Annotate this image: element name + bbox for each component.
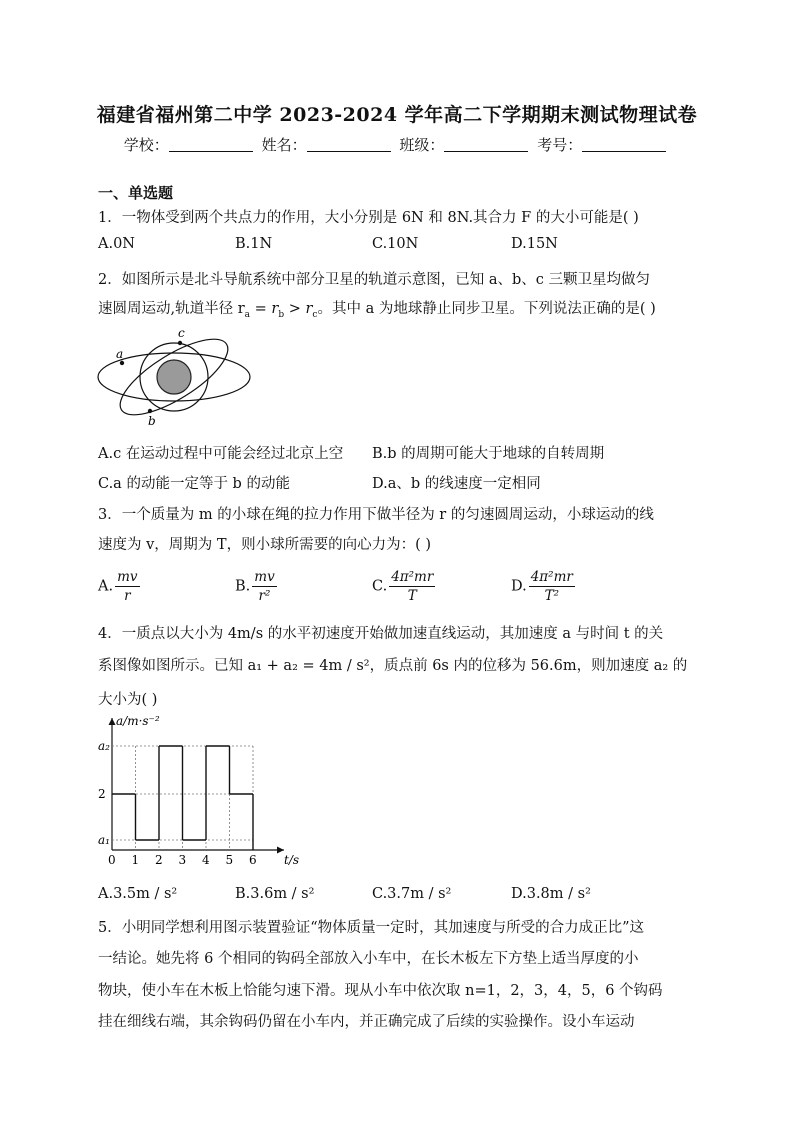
q2-option-d[interactable]: D.a、b 的线速度一定相同 (372, 476, 541, 492)
q5-line1: 5．小明同学想利用图示装置验证“物体质量一定时，其加速度与所受的合力成正比”这 (98, 920, 645, 936)
q1-option-c[interactable]: C.10N (372, 236, 419, 252)
label-c: c (178, 326, 185, 340)
label-b: b (148, 414, 156, 428)
q3-option-b[interactable]: B. $\frac{mv}{\text{r²}}$ (235, 569, 275, 604)
x-tick-1: 1 (131, 853, 140, 867)
acceleration-time-chart (92, 712, 322, 872)
x-axis-label: t/s (284, 853, 300, 867)
x-tick-2: 2 (155, 853, 163, 867)
y-tick-a2: a₂ (98, 739, 110, 753)
y-tick-2: 2 (98, 787, 106, 801)
class-blank[interactable] (444, 137, 528, 152)
satellite-c (178, 341, 182, 345)
satellite-a (120, 361, 124, 365)
exam-title: 福建省福州第二中学 2023-2024 学年高二下学期期末测试物理试卷 (96, 104, 698, 126)
earth (157, 360, 191, 394)
x-tick-5: 5 (225, 853, 234, 867)
x-tick-0: 0 (108, 853, 116, 867)
q4-option-b[interactable]: B.3.6m / s² (235, 886, 315, 902)
q4-text-line3: 大小为( ) (98, 692, 158, 708)
number-label: 考号： (537, 136, 583, 154)
name-label: 姓名： (261, 136, 307, 154)
q2-text-line2-pre: 速圆周运动,轨道半径 r (98, 301, 245, 317)
satellite-b (148, 409, 152, 413)
y-tick-a1: a₁ (98, 833, 110, 847)
q3-text-line2: 速度为 v，周期为 T，则小球所需要的向心力为：( ) (98, 537, 432, 553)
orbit-diagram (96, 325, 262, 431)
q4-option-a[interactable]: A.3.5m / s² (98, 886, 178, 902)
section-heading: 一、单选题 (98, 184, 174, 202)
q1-option-d[interactable]: D.15N (511, 236, 558, 252)
name-blank[interactable] (307, 137, 391, 152)
y-axis-label: a/m·s⁻² (116, 714, 160, 728)
x-tick-6: 6 (249, 853, 257, 867)
student-info-line (0, 134, 794, 155)
x-tick-3: 3 (178, 853, 187, 867)
q3-option-d[interactable]: D. $\frac{\text{4π²mr}}{\text{T²}}$ (511, 569, 573, 604)
number-blank[interactable] (582, 137, 666, 152)
q2-text-line1: 2．如图所示是北斗导航系统中部分卫星的轨道示意图，已知 a、b、c 三颗卫星均做匀 (98, 272, 650, 288)
q5-line4: 挂在细线右端，其余钩码仍留在小车内，并正确完成了后续的实验操作。设小车运动 (98, 1014, 635, 1030)
q4-option-d[interactable]: D.3.8m / s² (511, 886, 591, 902)
q3-text-line1: 3．一个质量为 m 的小球在绳的拉力作用下做半径为 r 的匀速圆周运动，小球运动的线 (98, 507, 654, 523)
q3-option-c[interactable]: C. $\frac{\text{4π²mr}}{T}$ (372, 569, 434, 604)
class-label: 班级： (399, 136, 445, 154)
q1-text: 1．一物体受到两个共点力的作用，大小分别是 6N 和 8N.其合力 F 的大小可能是( ) (98, 210, 639, 226)
q5-line2: 一结论。她先将 6 个相同的钩码全部放入小车中，在长木板左下方垫上适当厚度的小 (98, 951, 639, 967)
school-blank[interactable] (169, 137, 253, 152)
q4-text-line1: 4．一质点以大小为 4m/s 的水平初速度开始做加速直线运动，其加速度 a 与时间 t 的关 (98, 626, 664, 642)
q2-option-c[interactable]: C.a 的动能一定等于 b 的动能 (98, 476, 290, 492)
q3-option-a[interactable]: A. $\frac{mv}{r}$ (98, 569, 138, 604)
q2-option-a[interactable]: A.c 在运动过程中可能会经过北京上空 (98, 446, 344, 462)
q5-line3: 物块，使小车在木板上恰能匀速下滑。现从小车中依次取 n=1，2，3，4，5，6 个钩码 (98, 983, 663, 999)
q1-option-b[interactable]: B.1N (235, 236, 273, 252)
q2-text-line2-post: 。其中 a 为地球静止同步卫星。下列说法正确的是( ) (317, 301, 656, 317)
q1-option-a[interactable]: A.0N (98, 236, 135, 252)
x-tick-4: 4 (202, 853, 210, 867)
q4-option-c[interactable]: C.3.7m / s² (372, 886, 452, 902)
q2-option-b[interactable]: B.b 的周期可能大于地球的自转周期 (372, 446, 605, 462)
q2-text-line2: 速圆周运动,轨道半径 $r_a = r_b > r_c$。其中 a 为地球静止同步卫星。下列说法正确的是( ) (98, 301, 656, 320)
school-label: 学校： (123, 136, 169, 154)
q4-text-line2: 系图像如图所示。已知 a₁ + a₂ = 4m / s²，质点前 6s 内的位移为 56.6m，则加速度 a₂ 的 (98, 658, 688, 674)
label-a: a (116, 347, 124, 361)
